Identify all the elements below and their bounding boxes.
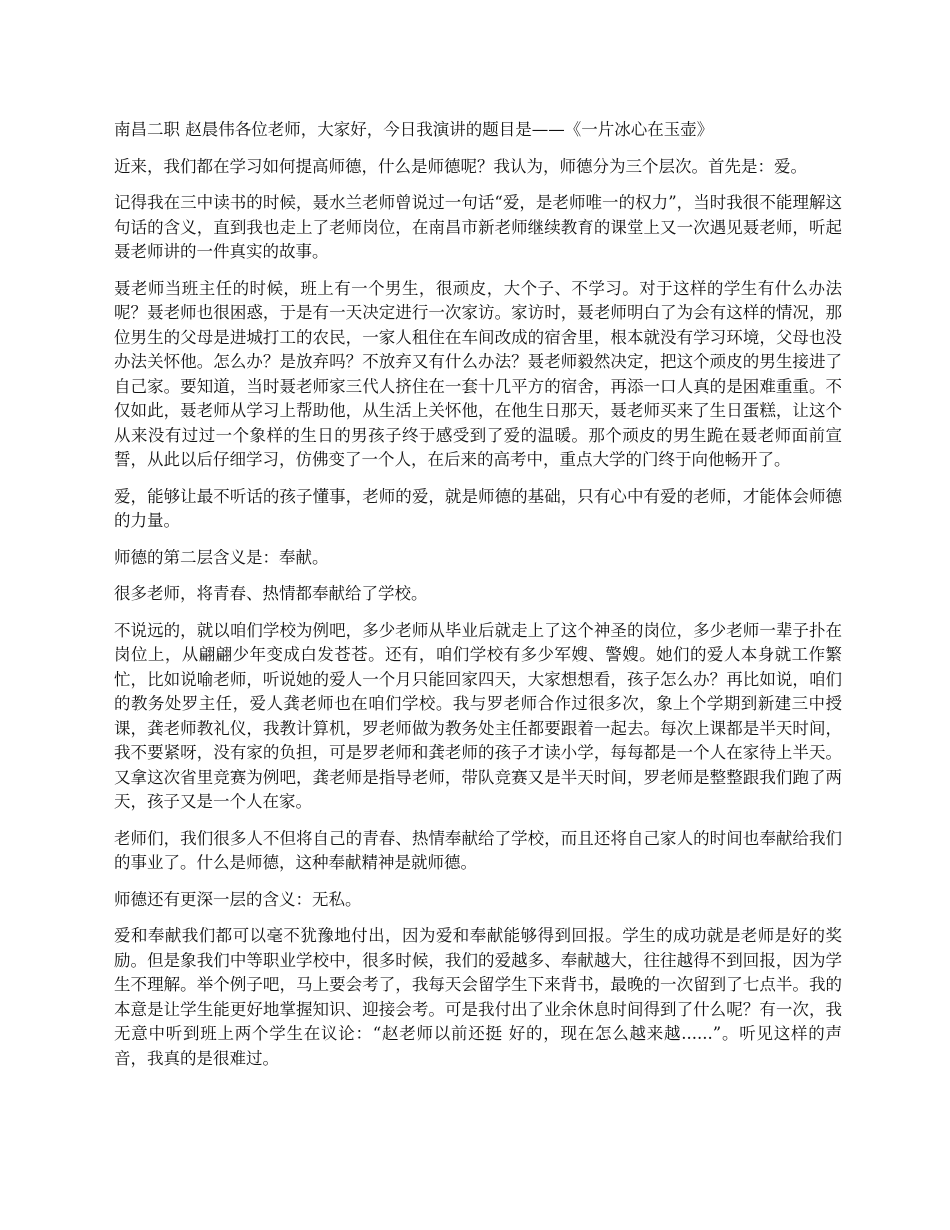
paragraph: 爱和奉献我们都可以毫不犹豫地付出，因为爱和奉献能够得到回报。学生的成功就是老师是好的奖励。但是象我们中等职业学校中，很多时候，我们的爱越多、奉献越大，往往越得不到回报，因为学生不理解。举个例子吧，马上要会考了，我每天会留学生下来背书，最晚的一次留到了七点半。我的本意是让学生能更好地掌握知识、迎接会考。可是我付出了业余休息时间得到了什么呢？有一次，我无意中听到班上两个学生在议论：“赵老师以前还挺 好的，现在怎么越来越......”。听见这样的声音，我真的是很难过。 xyxy=(114,926,842,1068)
paragraph: 很多老师，将青春、热情都奉献给了学校。 xyxy=(114,584,428,603)
paragraph: 师德的第二层含义是：奉献。 xyxy=(114,547,329,567)
document-body xyxy=(114,118,842,1083)
paragraph: 近来，我们都在学习如何提高师德，什么是师德呢？我认为，师德分为三个层次。首先是：爱。 xyxy=(114,156,807,176)
paragraph: 爱，能够让最不听话的孩子懂事，老师的爱，就是师德的基础，只有心中有爱的老师，才能体会师德的力量。 xyxy=(114,486,842,530)
paragraph: 记得我在三中读书的时候，聂水兰老师曾说过一句话“爱，是老师唯一的权力”，当时我很不能理解这句话的含义，直到我也走上了老师岗位，在南昌市新老师继续教育的课堂上又一次遇见聂老师，听起聂老师讲的一件真实的故事。 xyxy=(114,193,842,261)
paragraph: 老师们，我们很多人不但将自己的青春、热情奉献给了学校，而且还将自己家人的时间也奉献给我们的事业了。什么是师德，这种奉献精神是就师德。 xyxy=(114,828,842,872)
paragraph: 不说远的，就以咱们学校为例吧，多少老师从毕业后就走上了这个神圣的岗位，多少老师一辈子扑在岗位上，从翩翩少年变成白发苍苍。还有，咱们学校有多少军嫂、警嫂。她们的爱人本身就工作繁忙，比如说喻老师，听说她的爱人一个月只能回家四天，大家想想看，孩子怎么办？再比如说，咱们的教务处罗主任，爱人龚老师也在咱们学校。我与罗老师合作过很多次，象上个学期到新建三中授课，龚老师教礼仪，我教计算机，罗老师做为教务处主任都要跟着一起去。每次上课都是半天时间，我不要紧呀，没有家的负担，可是罗老师和龚老师的孩子才读小学，每每都是一个人在家待上半天。又拿这次省里竞赛为例吧，龚老师是指导老师，带队竞赛又是半天时间，罗老师是整整跟我们跑了两天，孩子又是一个人在家。 xyxy=(114,620,842,811)
paragraph-title-line: 南昌二职 赵晨伟各位老师，大家好，今日我演讲的题目是——《一片冰心在玉壶》 xyxy=(114,120,714,139)
paragraph: 师德还有更深一层的含义：无私。 xyxy=(114,889,362,909)
paragraph: 聂老师当班主任的时候，班上有一个男生，很顽皮，大个子、不学习。对于这样的学生有什么办法呢？聂老师也很困惑，于是有一天决定进行一次家访。家访时，聂老师明白了为会有这样的情况，那位男生的父母是进城打工的农民，一家人租住在车间改成的宿舍里，根本就没有学习环境，父母也没办法关怀他。怎么办？是放弃吗？不放弃又有什么办法？聂老师毅然决定，把这个顽皮的男生接进了自己家。要知道，当时聂老师家三代人挤住在一套十几平方的宿舍，再添一口人真的是困难重重。不仅如此，聂老师从学习上帮助他，从生活上关怀他，在他生日那天，聂老师买来了生日蛋糕，让这个从来没有过过一个象样的生日的男孩子终于感受到了爱的温暖。那个顽皮的男生跪在聂老师面前宣誓，从此以后仔细学习，仿佛变了一个人，在后来的高考中，重点大学的门终于向他畅开了。 xyxy=(114,278,842,469)
